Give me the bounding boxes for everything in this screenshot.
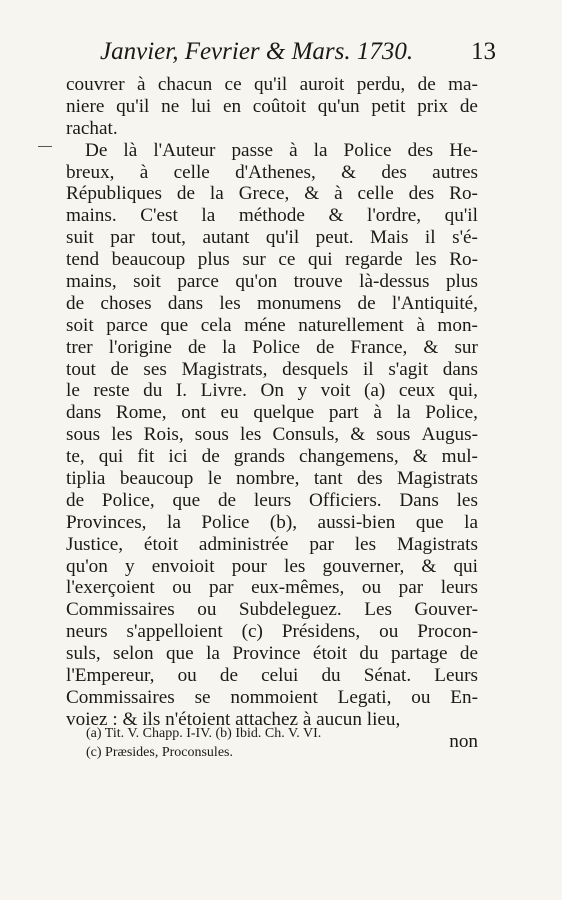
text-line: suit par tout, autant qu'il peut. Mais il s'é- — [66, 227, 478, 249]
text-line: voiez : & ils n'étoient attachez à aucun lieu, — [66, 708, 401, 730]
text-line: Justice, étoit administrée par les Magistrats — [66, 533, 478, 555]
page-number: 13 — [471, 38, 496, 65]
text-line: suls, selon que la Province étoit du partage de — [66, 643, 478, 665]
text-line: tiplia beaucoup le nombre, tant des Magistrats — [66, 468, 478, 490]
footnotes — [86, 724, 466, 762]
footnote-line: (c) Præsides, Proconsules. — [86, 745, 233, 760]
text-line: qu'on y envoioit pour les gouverner, & qui — [66, 555, 478, 577]
text-line: breux, à celle d'Athenes, & des autres — [66, 161, 478, 183]
text-line: mains, soit parce qu'on trouve là-dessus plus — [66, 271, 478, 293]
text-line: soit parce que cela méne naturellement à mon- — [66, 314, 478, 336]
text-line: sous les Rois, sous les Consuls, & sous Augus- — [66, 424, 478, 446]
text-line: neurs s'appelloient (c) Présidens, ou Procon- — [66, 621, 478, 643]
text-line: te, qui fit ici de grands changemens, & mul- — [66, 446, 478, 468]
text-line: non — [449, 730, 478, 752]
text-line: le reste du I. Livre. On y voit (a) ceux qui, — [66, 380, 478, 402]
text-line: de Police, que de leurs Officiers. Dans les — [66, 489, 478, 511]
text-line: niere qu'il ne lui en coûtoit qu'un petit prix de — [66, 95, 478, 117]
text-line: l'exerçoient ou par eux-mêmes, ou par leurs — [66, 577, 478, 599]
text-line: Provinces, la Police (b), aussi-bien que la — [66, 511, 478, 533]
text-line: De là l'Auteur passe à la Police des He- — [85, 139, 478, 161]
text-line: tout de ses Magistrats, desquels il s'agit dans — [66, 358, 478, 380]
text-line: Commissaires se nommoient Legati, ou En- — [66, 686, 478, 708]
text-line: de choses dans les monumens de l'Antiquité, — [66, 292, 478, 314]
text-line: dans Rome, ont eu quelque part à la Police, — [66, 402, 478, 424]
text-line: tend beaucoup plus sur ce qui regarde les Ro- — [66, 249, 478, 271]
footnote-line: (a) Tit. V. Chapp. I-IV. (b) Ibid. Ch. V. VI. — [86, 726, 322, 741]
header-title: Janvier, Fevrier & Mars. 1730. — [100, 38, 414, 65]
text-line: couvrer à chacun ce qu'il auroit perdu, de ma- — [66, 74, 478, 95]
text-line: rachat. — [66, 117, 118, 139]
body-text — [66, 74, 478, 753]
margin-mark — [38, 146, 52, 147]
text-line: mains. C'est la méthode & l'ordre, qu'il — [66, 205, 478, 227]
text-line: Commissaires ou Subdeleguez. Les Gouver- — [66, 599, 478, 621]
text-line: l'Empereur, ou de celui du Sénat. Leurs — [66, 665, 478, 687]
text-line: trer l'origine de la Police de France, & sur — [66, 336, 478, 358]
running-header — [70, 38, 496, 70]
text-line: Républiques de la Grece, & à celle des Ro- — [66, 183, 478, 205]
